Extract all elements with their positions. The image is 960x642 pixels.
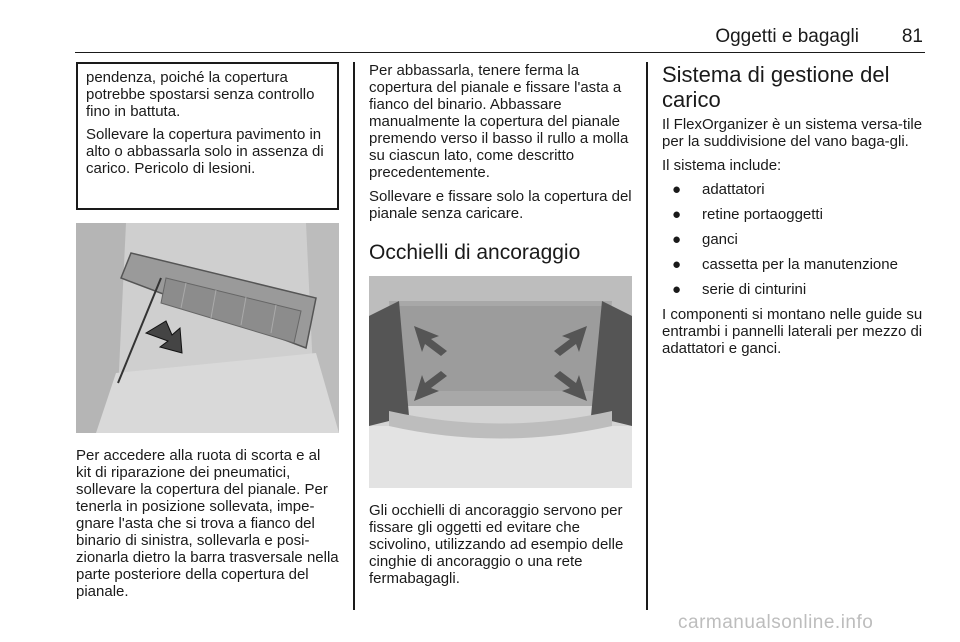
watermark: carmanualsonline.info — [678, 612, 874, 633]
bullet: ● — [672, 231, 682, 248]
section-heading: Sistema di gestione del carico — [662, 62, 890, 112]
bullet: ● — [672, 181, 682, 198]
feature-list — [662, 181, 925, 298]
column-3 — [662, 62, 925, 364]
bullet: ● — [672, 206, 682, 223]
body-paragraph: I componenti si montano nelle guide su entrambi i pannelli laterali per mezzo di adattatori e ganci. — [662, 306, 923, 357]
anchor-eyes-illustration — [369, 276, 632, 488]
list-item: ● ganci — [672, 231, 738, 248]
body-paragraph: Per abbassarla, tenere ferma la copertura del pianale e fissare l'asta a fianco del binario. Abbassare manualmente la copertura del pianale premendo verso il basso il rullo a molla su ciascun lato, come descritto precedentemente. — [369, 62, 629, 181]
column-1 — [76, 62, 339, 607]
column-2 — [369, 62, 632, 594]
section-title: Oggetti e bagagli — [715, 26, 859, 47]
bullet: ● — [672, 256, 682, 273]
section-heading: Occhielli di ancoraggio — [369, 241, 581, 264]
list-item: ● retine portaoggetti — [672, 206, 823, 223]
page-number: 81 — [901, 26, 923, 47]
body-paragraph: Per accedere alla ruota di scorta e al kit di riparazione dei pneumatici, sollevare la copertura del pianale. Per tenerla in posizione sollevata, impe-gnare l'asta che si trova a fianco del binario di sinistra, sollevarla e posi-zionarla dietro la barra trasversale nella parte posteriore della copertura del pianale. — [76, 447, 339, 600]
warning-box — [76, 62, 339, 210]
body-paragraph: Gli occhielli di ancoraggio servono per fissare gli oggetti ed evitare che scivolino, utilizzando ad esempio delle cinghie di ancoraggio o una rete fermabagagli. — [369, 502, 624, 587]
list-item: ● cassetta per la manutenzione — [672, 256, 898, 273]
column-divider — [646, 62, 648, 610]
body-paragraph: Il sistema include: — [662, 157, 782, 174]
column-divider — [353, 62, 355, 610]
warning-text: Sollevare la copertura pavimento in alto o abbassarla solo in assenza di carico. Pericolo di lesioni. — [86, 126, 324, 177]
list-item: ● serie di cinturini — [672, 281, 807, 298]
body-paragraph: Il FlexOrganizer è un sistema versa-tile per la suddivisione del vano baga-gli. — [662, 116, 923, 150]
body-paragraph: Sollevare e fissare solo la copertura del pianale senza caricare. — [369, 188, 632, 222]
list-item: ● adattatori — [672, 181, 765, 198]
page-header — [75, 24, 925, 53]
floor-cover-raised-illustration — [76, 223, 339, 433]
bullet: ● — [672, 281, 682, 298]
warning-text: pendenza, poiché la copertura potrebbe spostarsi senza controllo fino in battuta. — [86, 69, 315, 120]
